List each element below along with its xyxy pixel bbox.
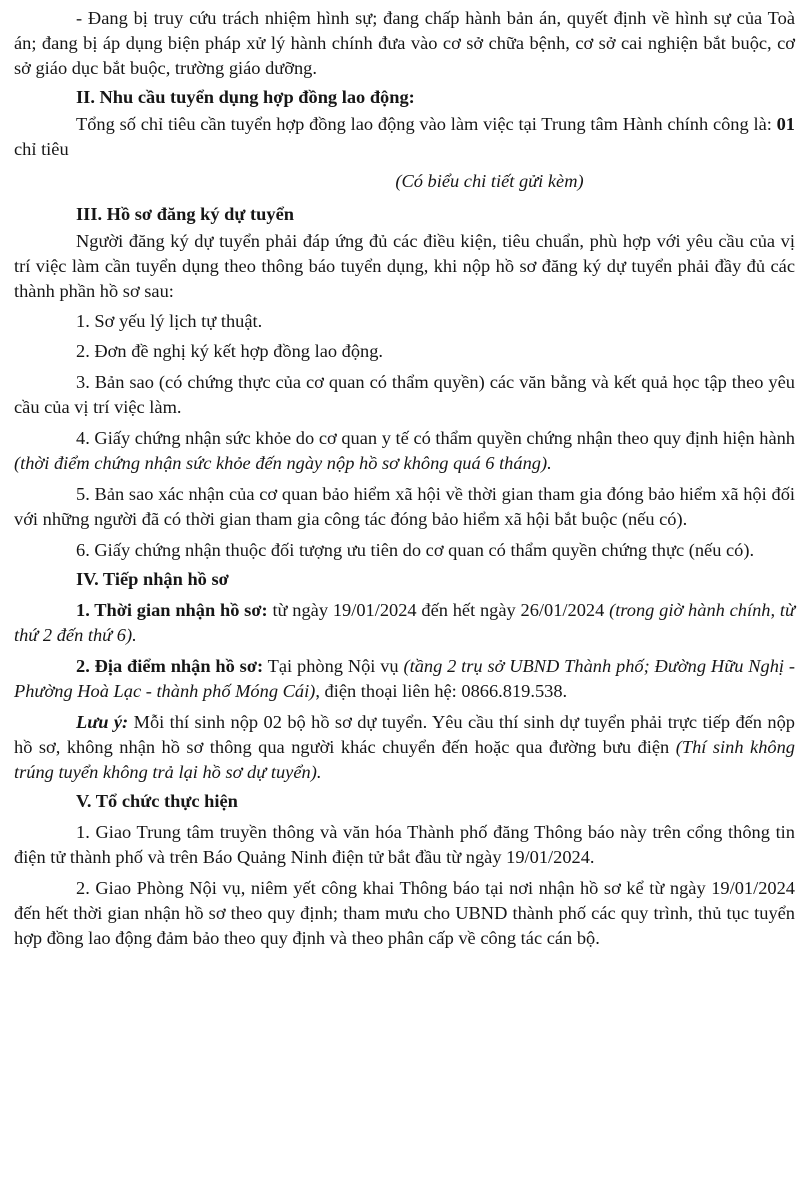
section4-time-note: (trong giờ hành chính, từ thứ 2 đến thứ 6). [14, 600, 795, 645]
section4-place-text: Tại phòng Nội vụ [263, 656, 404, 676]
intro-clause: - Đang bị truy cứu trách nhiệm hình sự; đang chấp hành bản án, quyết định về hình sự của Toà án; đang bị áp dụng biện pháp xử lý hành chính đưa vào cơ sở chữa bệnh, cơ sở cai nghiện bắt buộc, cơ sở giáo dục bắt buộc, trường giáo dưỡng. [14, 8, 795, 78]
section3-heading: III. Hồ sơ đăng ký dự tuyển [76, 204, 294, 224]
section4-note-text: Mỗi thí sinh nộp 02 bộ hồ sơ dự tuyển. Yêu cầu thí sinh dự tuyển phải trực tiếp đến nộp hồ sơ, không nhận hồ sơ thông qua người khác chuyển đến hoặc qua đường bưu điện [14, 712, 795, 757]
section4-place-label: 2. Địa điểm nhận hồ sơ: [76, 656, 264, 676]
section4-note [14, 710, 795, 785]
section2-note: (Có biểu chi tiết gửi kèm) [395, 171, 584, 191]
section4-note-italic: (Thí sinh không trúng tuyển không trả lại hồ sơ dự tuyển). [14, 737, 795, 782]
section3-intro: Người đăng ký dự tuyển phải đáp ứng đủ các điều kiện, tiêu chuẩn, phù hợp với yêu cầu của vị trí việc làm cần tuyển dụng theo thông báo tuyển dụng, khi nộp hồ sơ đăng ký dự tuyển phải đầy đủ các thành phần hồ sơ sau: [14, 231, 795, 301]
section4-heading: IV. Tiếp nhận hồ sơ [76, 569, 229, 589]
section2-heading: II. Nhu cầu tuyển dụng hợp đồng lao động: [76, 87, 415, 107]
section3-item6: 6. Giấy chứng nhận thuộc đối tượng ưu tiên do cơ quan có thẩm quyền chứng thực (nếu có). [76, 540, 755, 560]
section2-text-after: chỉ tiêu [14, 139, 69, 159]
section3-item1: 1. Sơ yếu lý lịch tự thuật. [76, 311, 263, 331]
section3-item4-text: 4. Giấy chứng nhận sức khỏe do cơ quan y tế có thẩm quyền chứng nhận theo quy định hiện hành [76, 428, 795, 448]
section4-time-text: từ ngày 19/01/2024 đến hết ngày 26/01/2024 [267, 600, 610, 620]
section2-text-before: Tổng số chỉ tiêu cần tuyển hợp đồng lao động vào làm việc tại Trung tâm Hành chính công là: [76, 114, 777, 134]
section4-place-phone: , điện thoại liên hệ: 0866.819.538. [315, 681, 568, 701]
section3-item4-note: (thời điểm chứng nhận sức khỏe đến ngày nộp hồ sơ không quá 6 tháng). [14, 453, 552, 473]
section3-item2: 2. Đơn đề nghị ký kết hợp đồng lao động. [76, 341, 384, 361]
section4-place [14, 654, 795, 704]
section4-time [14, 598, 795, 648]
section5-heading: V. Tổ chức thực hiện [76, 791, 238, 811]
section4-note-label: Lưu ý: [76, 712, 129, 732]
section3-item5: 5. Bản sao xác nhận của cơ quan bảo hiểm xã hội về thời gian tham gia đóng bảo hiểm xã hội đối với những người đã có thời gian tham gia công tác đóng bảo hiểm xã hội bắt buộc (nếu có). [14, 484, 795, 529]
section4-time-label: 1. Thời gian nhận hồ sơ: [76, 600, 268, 620]
section3-item3: 3. Bản sao (có chứng thực của cơ quan có thẩm quyền) các văn bằng và kết quả học tập theo yêu cầu của vị trí việc làm. [14, 372, 795, 417]
section3-item4 [14, 426, 795, 476]
section2-text [14, 112, 795, 162]
section2-count: 01 [776, 114, 795, 134]
section5-item1: 1. Giao Trung tâm truyền thông và văn hóa Thành phố đăng Thông báo này trên cổng thông tin điện tử thành phố và trên Báo Quảng Ninh điện tử bắt đầu từ ngày 19/01/2024. [14, 822, 795, 867]
section5-item2: 2. Giao Phòng Nội vụ, niêm yết công khai Thông báo tại nơi nhận hồ sơ kể từ ngày 19/01/2024 đến hết thời gian nhận hồ sơ theo quy định; tham mưu cho UBND thành phố các quy trình, thủ tục tuyển hợp đồng lao động đảm bảo theo quy định và theo phân cấp về công tác cán bộ. [14, 878, 795, 948]
section4-place-note: (tầng 2 trụ sở UBND Thành phố; Đường Hữu Nghị - Phường Hoà Lạc - thành phố Móng Cái) [14, 656, 795, 701]
